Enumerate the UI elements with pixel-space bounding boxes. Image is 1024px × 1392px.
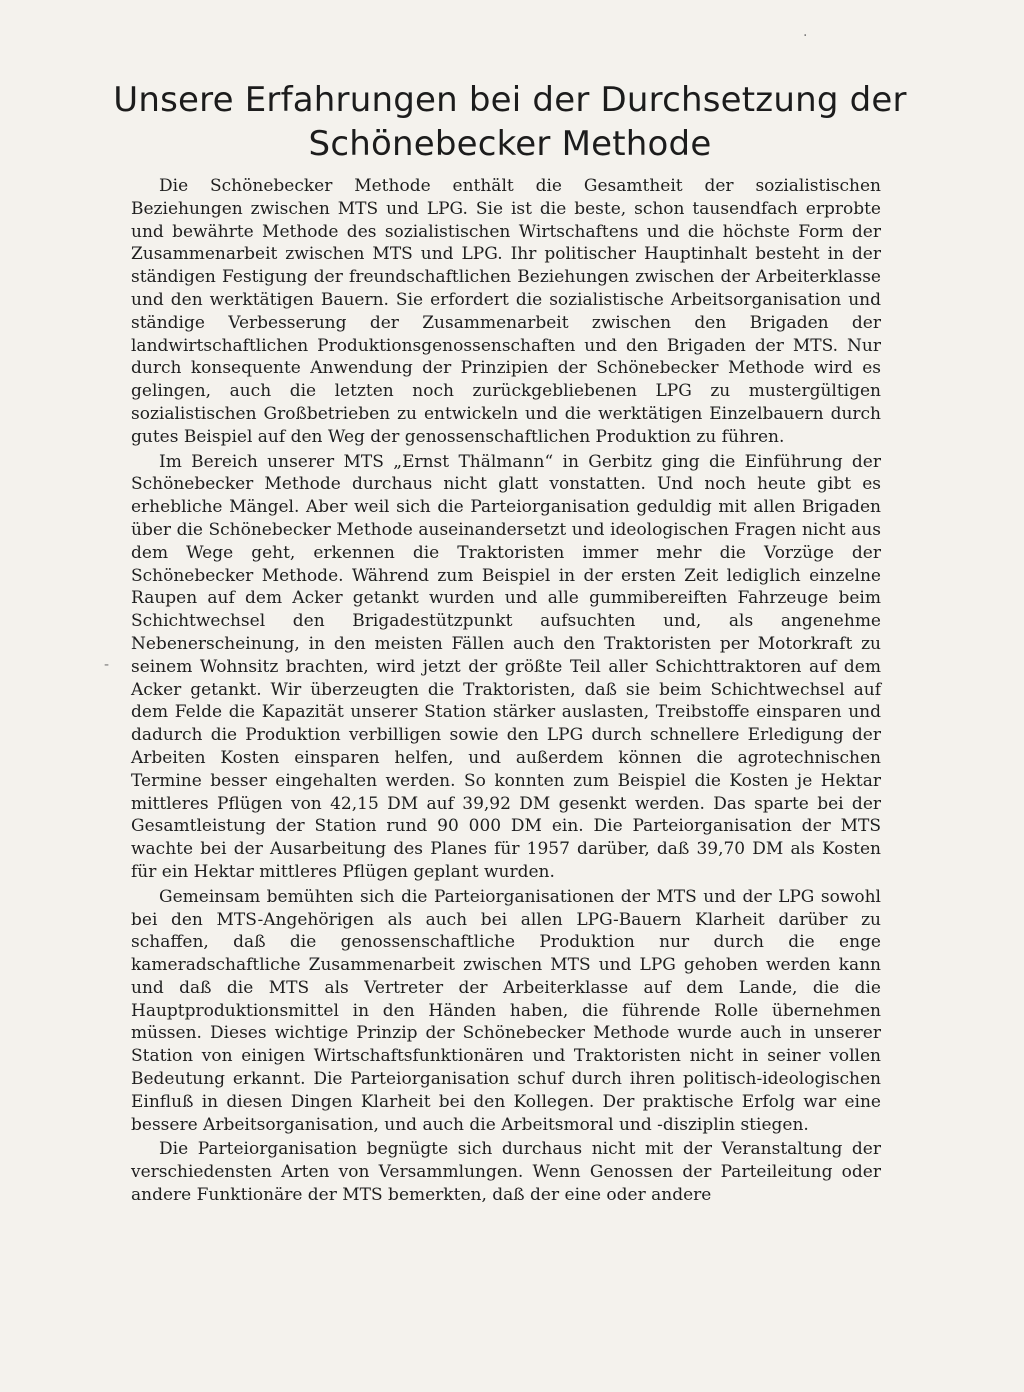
article-body	[131, 175, 881, 1209]
scan-speck-icon: ·	[803, 28, 808, 44]
paragraph-1: Die Schönebecker Methode enthält die Gesamtheit der sozialistischen Beziehungen zwischen MTS und LPG. Sie ist die beste, schon tausendfach erprobte und bewährte Methode des sozialistischen Wirtschaftens und die höchste Form der Zusammenarbeit zwischen MTS und LPG. Ihr politischer Hauptinhalt besteht in der ständigen Festigung der freundschaftlichen Beziehungen zwischen der Arbeiterklasse und den werktätigen Bauern. Sie erfordert die sozialistische Arbeitsorganisation und ständige Verbesserung der Zusammenarbeit zwischen den Brigaden der landwirtschaftlichen Produktionsgenossenschaften und den Brigaden der MTS. Nur durch konsequente Anwendung der Prinzipien der Schönebecker Methode wird es gelingen, auch die letzten noch zurückgebliebenen LPG zu mustergültigen sozialistischen Großbetrieben zu entwickeln und die werktätigen Einzelbauern durch gutes Beispiel auf den Weg der genossenschaftlichen Produktion zu führen.	[131, 176, 881, 447]
paragraph-2: Im Bereich unserer MTS „Ernst Thälmann“ in Gerbitz ging die Einführung der Schönebecker Methode durchaus nicht glatt vonstatten. Und noch heute gibt es erhebliche Mängel. Aber weil sich die Parteiorganisation geduldig mit allen Brigaden über die Schönebecker Methode auseinandersetzt und ideologischen Fragen nicht aus dem Wege geht, erkennen die Traktoristen immer mehr die Vorzüge der Schönebecker Methode. Während zum Beispiel in der ersten Zeit lediglich einzelne Raupen auf dem Acker getankt wurden und alle gummibereiften Fahrzeuge beim Schichtwechsel den Brigadestützpunkt aufsuchten und, als angenehme Nebenerscheinung, in den meisten Fällen auch den Traktoristen per Motorkraft zu seinem Wohnsitz brachten, wird jetzt der größte Teil aller Schichttraktoren auf dem Acker getankt. Wir überzeugten die Traktoristen, daß sie beim Schichtwechsel auf dem Felde die Kapazität unserer Station stärker auslasten, Treibstoffe einsparen und dadurch die Produktion verbilligen sowie den LPG durch schnellere Erledigung der Arbeiten Kosten einsparen helfen, und außerdem können die agrotechnischen Termine besser eingehalten werden. So konnten zum Beispiel die Kosten je Hektar mittleres Pflügen von 42,15 DM auf 39,92 DM gesenkt werden. Das sparte bei der Gesamtleistung der Station rund 90 000 DM ein. Die Parteiorganisation der MTS wachte bei der Ausarbeitung des Planes für 1957 darüber, daß 39,70 DM als Kosten für ein Hektar mittleres Pflügen geplant wurden.	[131, 451, 881, 882]
margin-mark-icon: ‑	[104, 657, 110, 673]
paragraph-3: Gemeinsam bemühten sich die Parteiorganisationen der MTS und der LPG sowohl bei den MTS-Angehörigen als auch bei allen LPG-Bauern Klarheit darüber zu schaffen, daß die genossenschaftliche Produktion nur durch die enge kameradschaftliche Zusammenarbeit zwischen MTS und LPG gehoben werden kann und daß die MTS als Vertreter der Arbeiterklasse auf dem Lande, die die Hauptproduktionsmittel in den Händen haben, die führende Rolle übernehmen müssen. Dieses wichtige Prinzip der Schönebecker Methode wurde auch in unserer Station von einigen Wirtschaftsfunktionären und Traktoristen nicht in seiner vollen Bedeutung erkannt. Die Parteiorganisation schuf durch ihren politisch-ideologischen Einfluß in diesen Dingen Klarheit bei den Kollegen. Der praktische Erfolg war eine bessere Arbeitsorganisation, und auch die Arbeitsmoral und -disziplin stiegen.	[131, 886, 881, 1135]
page-title: Unsere Erfahrungen bei der Durchsetzung der Schönebecker Methode	[113, 80, 907, 164]
paragraph-4: Die Parteiorganisation begnügte sich durchaus nicht mit der Veranstaltung der verschiedensten Arten von Versammlungen. Wenn Genossen der Parteileitung oder andere Funktionäre der MTS bemerkten, daß der eine oder andere	[131, 1139, 881, 1206]
